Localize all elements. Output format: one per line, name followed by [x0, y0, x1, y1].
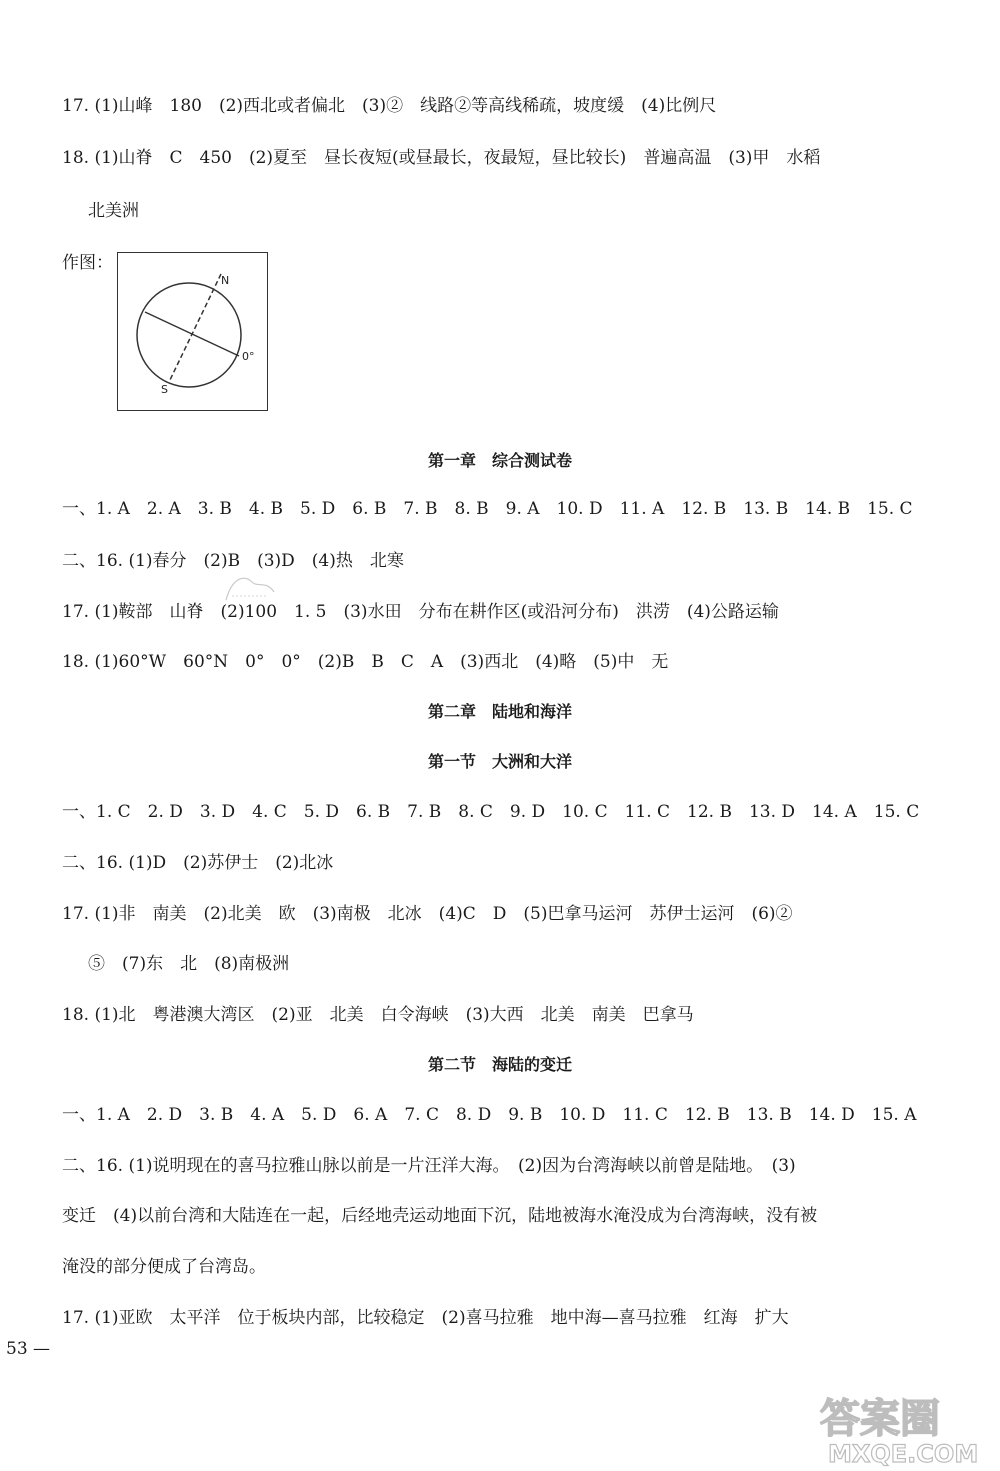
ch1-choice-answers: 一、1. A 2. A 3. B 4. B 5. D 6. B 7. B 8. B 9. A 10. D 11. A 12. B 13. B 14. B 15. C [62, 499, 913, 519]
north-label: N [220, 273, 229, 287]
globe-drawing [117, 252, 268, 411]
s2-answer-16-line1: 二、16. (1)说明现在的喜马拉雅山脉以前是一片汪洋大海。 (2)因为台湾海峡以前曾是陆地。 (3) [62, 1156, 796, 1176]
s2-answer-16-line3: 淹没的部分便成了台湾岛。 [62, 1257, 266, 1277]
south-label: S [160, 382, 168, 396]
ch1-answer-17: 17. (1)鞍部 山脊 (2)100 1. 5 (3)水田 分布在耕作区(或沿河分布) 洪涝 (4)公路运输 [62, 602, 779, 622]
globe-circle [137, 283, 241, 387]
watermark-logo [790, 1380, 995, 1468]
drawing-label: 作图： [62, 253, 113, 273]
chapter1-test-title: 第一章 综合测试卷 [427, 451, 572, 470]
section1-title: 第一节 大洲和大洋 [427, 752, 572, 771]
s1-choice-answers: 一、1. C 2. D 3. D 4. C 5. D 6. B 7. B 8. C 9. D 10. C 11. C 12. B 13. D 14. A 15. C [62, 802, 920, 822]
answer-18-part-a: 18. (1)山脊 C 450 (2)夏至 昼长夜短(或昼最长，夜最短，昼比较长) 普遍高温 (3)甲 水稻 [62, 148, 821, 168]
chapter2-title: 第二章 陆地和海洋 [427, 702, 572, 721]
page-number: 53 — [6, 1339, 51, 1359]
meridian-label: 0° [241, 349, 254, 363]
earth-axis-line [169, 274, 221, 382]
s2-answer-17: 17. (1)亚欧 太平洋 位于板块内部，比较稳定 (2)喜马拉雅 地中海—喜马拉雅 红海 扩大 [62, 1308, 789, 1328]
s1-answer-16: 二、16. (1)D (2)苏伊士 (2)北冰 [62, 853, 334, 873]
watermark-url: MXQE.COM [828, 1440, 979, 1468]
s1-answer-18: 18. (1)北 粤港澳大湾区 (2)亚 北美 白令海峡 (3)大西 北美 南美 巴拿马 [62, 1005, 694, 1025]
s2-choice-answers: 一、1. A 2. D 3. B 4. A 5. D 6. A 7. C 8. D 9. B 10. D 11. C 12. B 13. B 14. D 15. A [62, 1105, 917, 1125]
answer-18-continuation: 北美洲 [88, 201, 139, 221]
watermark-brand: 答案圈 [820, 1396, 940, 1442]
ch1-answer-16: 二、16. (1)春分 (2)B (3)D (4)热 北寒 [62, 551, 404, 571]
s2-answer-16-line2: 变迁 (4)以前台湾和大陆连在一起，后经地壳运动地面下沉，陆地被海水淹没成为台湾海峡，没有被 [62, 1206, 818, 1226]
s1-answer-17: 17. (1)非 南美 (2)北美 欧 (3)南极 北冰 (4)C D (5)巴拿马运河 苏伊士运河 (6)② [62, 904, 793, 924]
s1-answer-17-continuation: ⑤ (7)东 北 (8)南极洲 [88, 954, 290, 974]
answer-17-part-a: 17. (1)山峰 180 (2)西北或者偏北 (3)② 线路②等高线稀疏，坡度缓 (4)比例尺 [62, 96, 717, 116]
section2-title: 第二节 海陆的变迁 [427, 1055, 572, 1074]
ch1-answer-18: 18. (1)60°W 60°N 0° 0° (2)B B C A (3)西北 (4)略 (5)中 无 [62, 652, 669, 672]
